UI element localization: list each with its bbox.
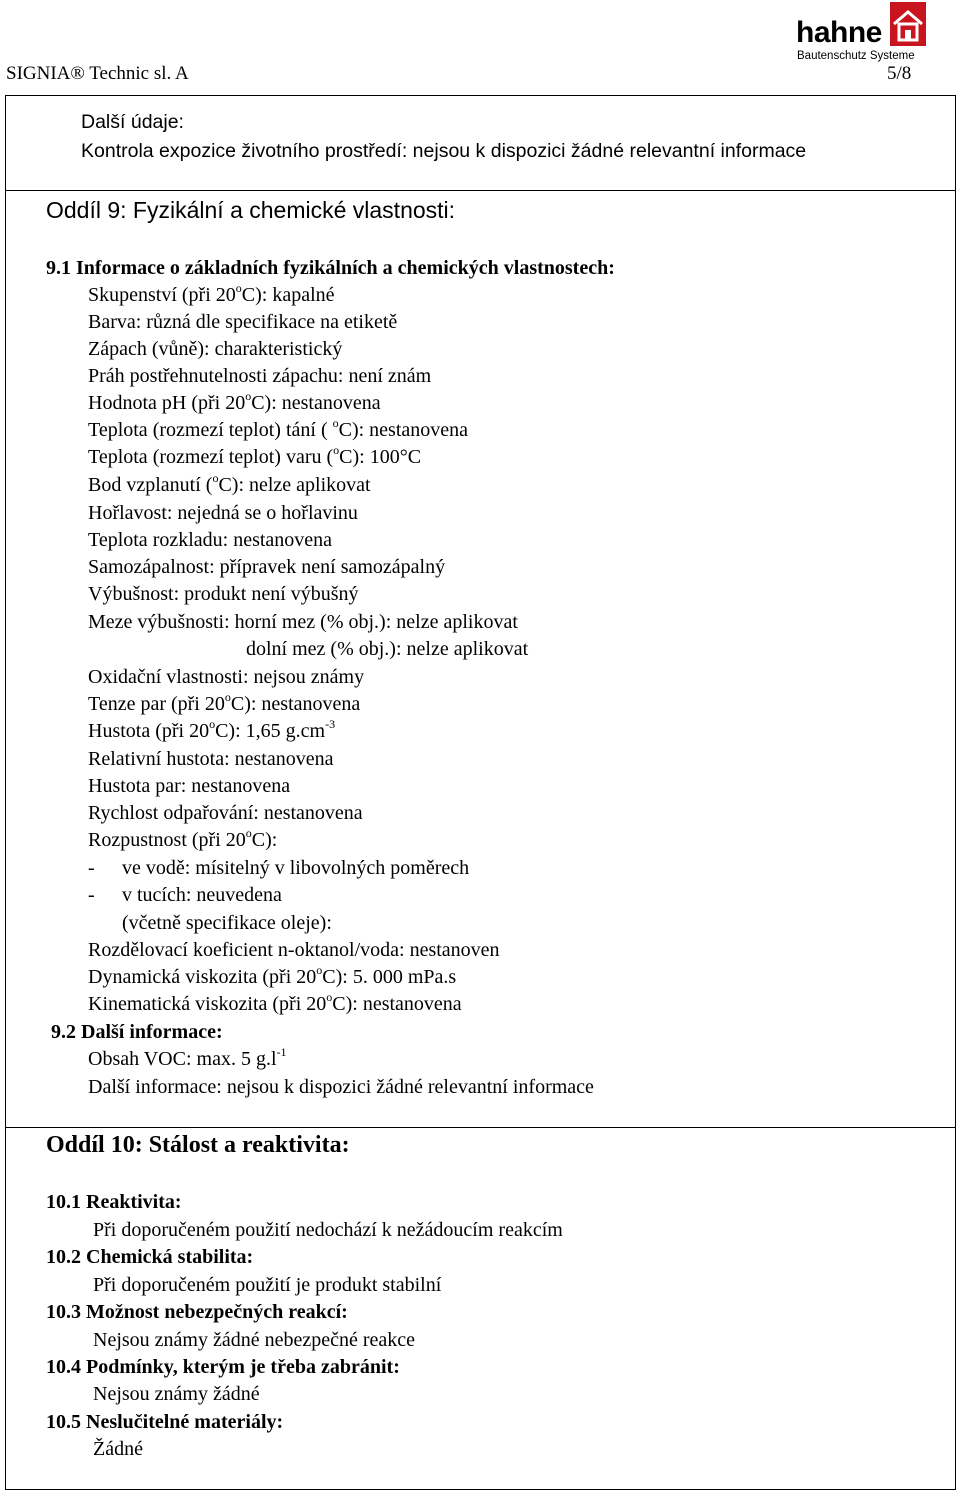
subsection-10-5-text: Žádné — [93, 1438, 143, 1460]
flash-point-line: Bod vzplanutí ($^o$C): nelze aplikovat — [88, 471, 371, 496]
partition-coefficient-line: Rozdělovací koeficient n-oktanol/voda: nestanoven — [88, 939, 500, 961]
further-info-label: Další údaje: — [81, 111, 184, 133]
subsection-10-2: 10.2 Chemická stabilita: — [46, 1246, 254, 1268]
subsection-10-3-text: Nejsou známy žádné nebezpečné reakce — [93, 1329, 416, 1351]
subsection-title: Další informace: — [81, 1021, 223, 1043]
vapour-density-line: Hustota par: nestanovena — [88, 775, 291, 797]
solubility-fat-dash: - — [88, 884, 95, 906]
logo-name: hahne — [796, 16, 882, 49]
solubility-water-dash: - — [88, 857, 95, 879]
section9-title: Oddíl 9: Fyzikální a chemické vlastnosti: — [46, 197, 456, 223]
melting-line: Teplota (rozmezí teplot) tání ( $^o$C): nestanovena — [88, 416, 469, 441]
subsection-10-4-text: Nejsou známy žádné — [93, 1383, 260, 1405]
subsection-9-2 — [51, 1021, 223, 1044]
boiling-line: Teplota (rozmezí teplot) varu ($^o$C): 100°C — [88, 443, 422, 468]
odour-line: Zápach (vůně): charakteristický — [88, 338, 343, 360]
subsection-title: Informace o základních fyzikálních a chemických vlastnostech: — [76, 257, 615, 279]
state-line: Skupenství (při 20$^o$C): kapalné — [88, 281, 335, 306]
explosion-limits-lower: dolní mez (% obj.): nelze aplikovat — [246, 638, 529, 660]
color-line: Barva: různá dle specifikace na etiketě — [88, 311, 398, 333]
additional-info-line: Další informace: nejsou k dispozici žádné relevantní informace — [88, 1076, 594, 1098]
decomposition-line: Teplota rozkladu: nestanovena — [88, 529, 333, 551]
subsection-10-1-text: Při doporučeném použití nedochází k nežádoucím reakcím — [93, 1219, 563, 1241]
subsection-10-4: 10.4 Podmínky, kterým je třeba zabránit: — [46, 1356, 400, 1378]
document-header-product: SIGNIA® Technic sl. A — [6, 63, 189, 84]
solubility-line: Rozpustnost (při 20$^o$C): — [88, 826, 278, 851]
ph-line: Hodnota pH (při 20$^o$C): nestanovena — [88, 389, 381, 414]
relative-density-line: Relativní hustota: nestanovena — [88, 748, 334, 770]
subsection-9-1 — [46, 257, 615, 280]
subsection-number: 9.1 — [46, 257, 71, 279]
vapour-pressure-line: Tenze par (při 20$^o$C): nestanovena — [88, 690, 361, 715]
oxidising-line: Oxidační vlastnosti: nejsou známy — [88, 666, 365, 688]
self-ignition-line: Samozápalnost: přípravek není samozápalný — [88, 556, 446, 578]
density-line: Hustota (při 20$^o$C): 1,65 $g.cm^{-3}$ — [88, 717, 336, 742]
explosion-limits-upper: Meze výbušnosti: horní mez (% obj.): nelze aplikovat — [88, 611, 518, 633]
evaporation-rate-line: Rychlost odpařování: nestanovena — [88, 802, 363, 824]
company-logo — [796, 2, 936, 64]
dynamic-viscosity-line: Dynamická viskozita (při 20$^o$C): 5. 000 mPa.s — [88, 963, 457, 988]
solubility-water: ve vodě: mísitelný v libovolných poměrech — [122, 857, 470, 879]
voc-line: Obsah VOC: max. 5 $g.l^{-1}$ — [88, 1045, 287, 1070]
subsection-number: 9.2 — [51, 1021, 76, 1043]
explosivity-line: Výbušnost: produkt není výbušný — [88, 583, 359, 605]
solubility-oil: (včetně specifikace oleje): — [122, 912, 332, 934]
subsection-10-3: 10.3 Možnost nebezpečných reakcí: — [46, 1301, 348, 1323]
solubility-fat: v tucích: neuvedena — [122, 884, 282, 906]
subsection-10-5: 10.5 Neslučitelné materiály: — [46, 1411, 284, 1433]
logo-subtitle: Bautenschutz Systeme — [797, 50, 915, 62]
section10-title: Oddíl 10: Stálost a reaktivita: — [46, 1132, 350, 1158]
flammability-line: Hořlavost: nejedná se o hořlavinu — [88, 502, 358, 524]
env-exposure-text: Kontrola expozice životního prostředí: nejsou k dispozici žádné relevantní informace — [81, 140, 807, 162]
odour-threshold-line: Práh postřehnutelnosti zápachu: není znám — [88, 365, 432, 387]
page-number: 5/8 — [887, 63, 912, 84]
subsection-10-2-text: Při doporučeném použití je produkt stabilní — [93, 1274, 442, 1296]
house-logo-icon — [890, 2, 926, 46]
kinematic-viscosity-line: Kinematická viskozita (při 20$^o$C): nestanovena — [88, 990, 462, 1015]
subsection-10-1: 10.1 Reaktivita: — [46, 1191, 182, 1213]
